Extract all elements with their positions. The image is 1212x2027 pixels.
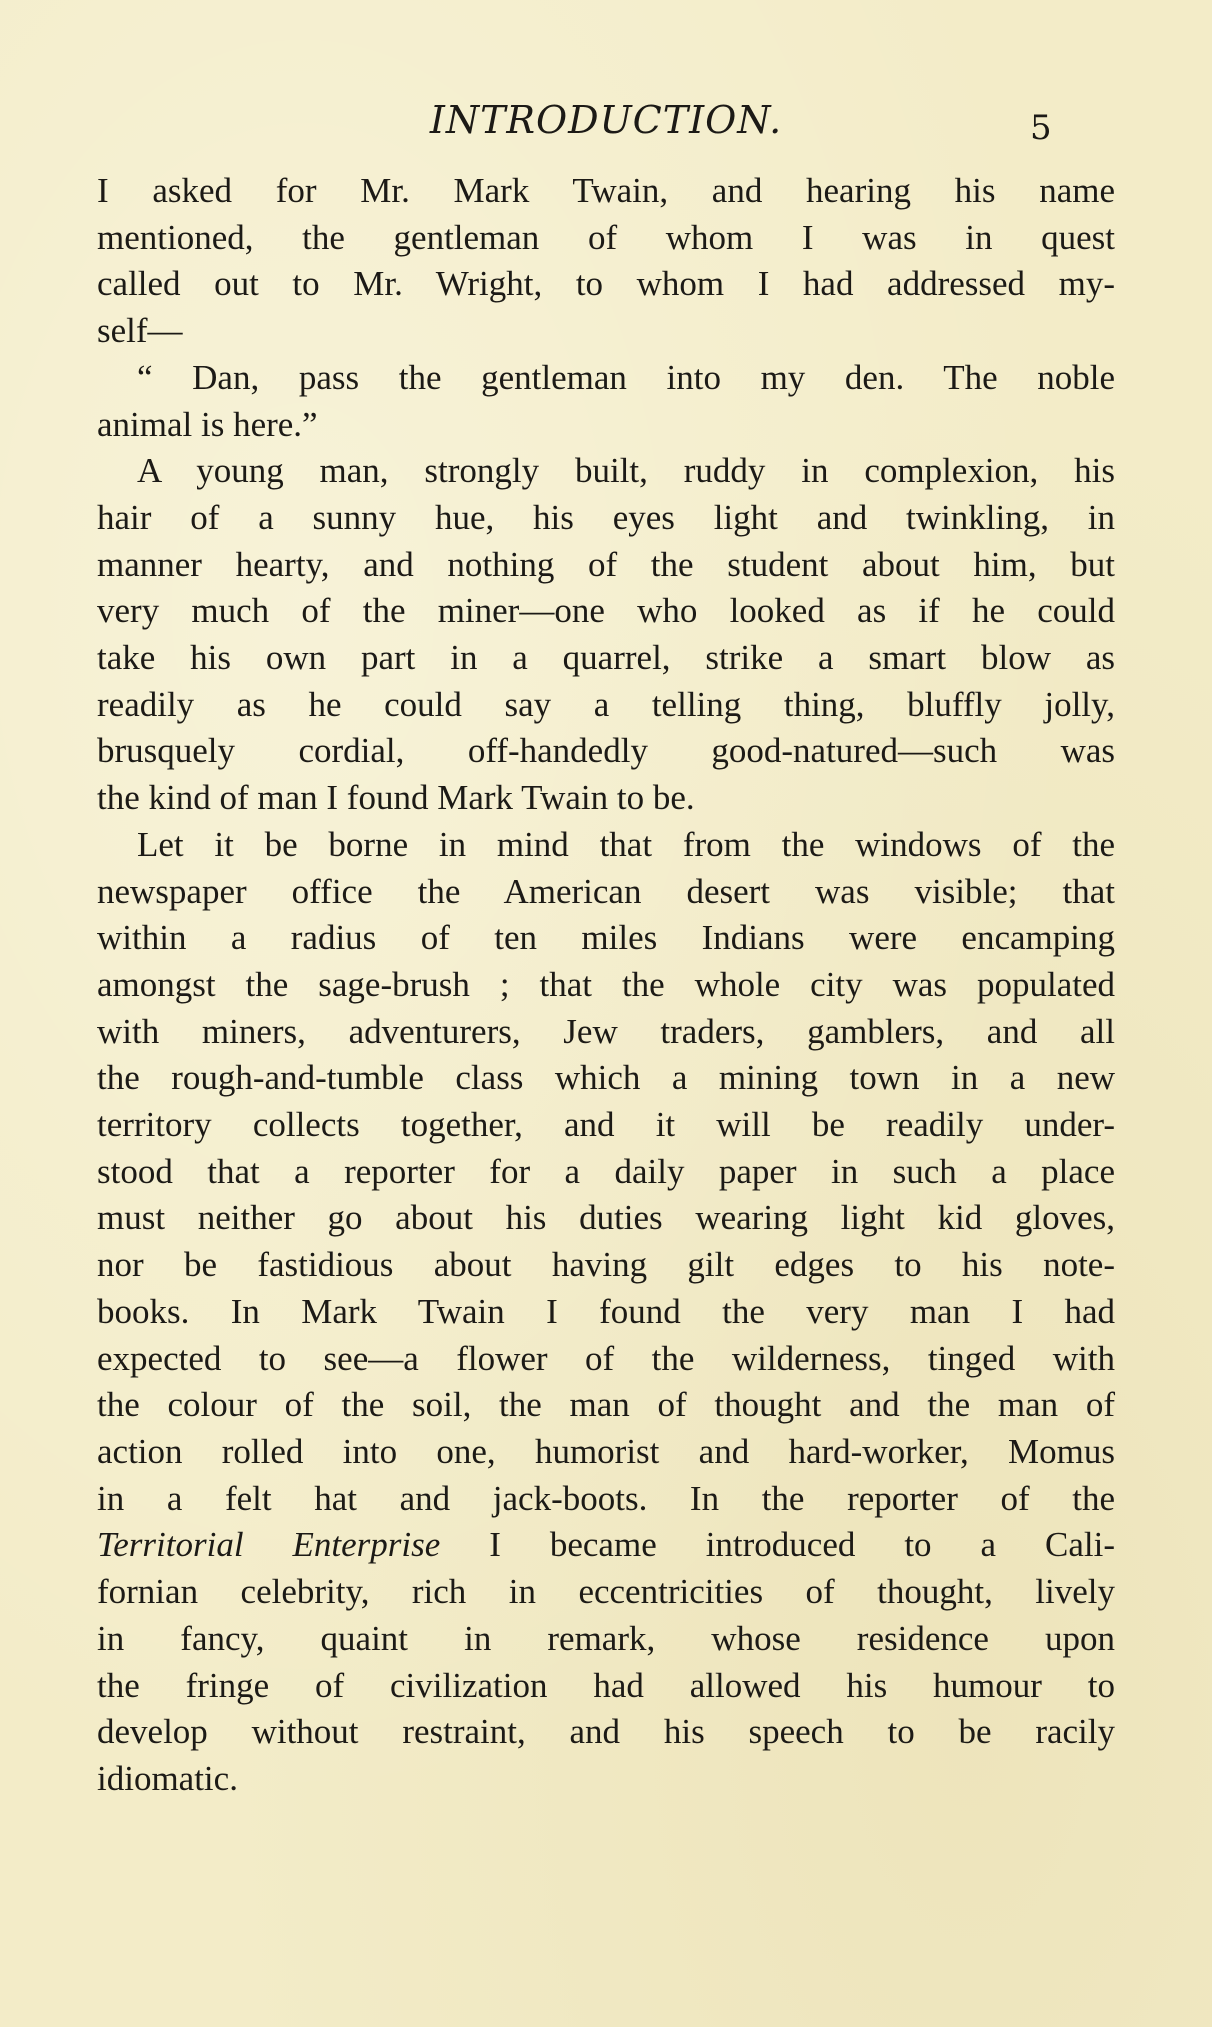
text-line: readily as he could say a telling thing, bluffly jolly,	[97, 684, 1115, 724]
text-line: within a radius of ten miles Indians were encamping	[97, 918, 1115, 958]
text-line: manner hearty, and nothing of the student about him, but	[97, 544, 1115, 584]
text-line: “ Dan, pass the gentleman into my den. The noble	[137, 357, 1115, 397]
running-head-title: INTRODUCTION.	[429, 98, 783, 142]
text-line: in fancy, quaint in remark, whose residence upon	[97, 1618, 1115, 1658]
text-line: territory collects together, and it will be readily under-	[97, 1105, 1115, 1145]
body-text	[97, 168, 1115, 1803]
italic-newspaper-title: Territorial Enterprise	[97, 1525, 441, 1565]
text-line: self—	[97, 311, 183, 351]
text-line: amongst the sage-brush ; that the whole city was populated	[97, 964, 1115, 1004]
text-line: the kind of man I found Mark Twain to be.	[97, 778, 695, 818]
text-line: idiomatic.	[97, 1758, 238, 1798]
text-line-with-italic	[97, 1522, 1115, 1569]
text-line: in a felt hat and jack-boots. In the reporter of the	[97, 1478, 1115, 1518]
paragraph-2	[97, 355, 1115, 448]
paragraph-4	[97, 822, 1115, 1803]
text-line: hair of a sunny hue, his eyes light and twinkling, in	[97, 497, 1115, 537]
text-line: must neither go about his duties wearing light kid gloves,	[97, 1198, 1115, 1238]
text-line: I asked for Mr. Mark Twain, and hearing his name	[97, 171, 1115, 210]
text-line: newspaper office the American desert was visible; that	[97, 871, 1115, 911]
text-line: the colour of the soil, the man of thought and the man of	[97, 1385, 1115, 1425]
text-line: with miners, adventurers, Jew traders, gamblers, and all	[97, 1011, 1115, 1051]
text-line: fornian celebrity, rich in eccentricities of thought, lively	[97, 1572, 1115, 1612]
paragraph-3	[97, 448, 1115, 822]
text-line: action rolled into one, humorist and hard-worker, Momus	[97, 1431, 1115, 1471]
text-line: very much of the miner—one who looked as if he could	[97, 591, 1115, 631]
text-line: develop without restraint, and his speech to be racily	[97, 1712, 1115, 1752]
text-line: stood that a reporter for a daily paper in such a place	[97, 1151, 1115, 1191]
text-line: Let it be borne in mind that from the windows of the	[137, 824, 1115, 864]
text-line: A young man, strongly built, ruddy in complexion, his	[137, 451, 1115, 491]
text-line: called out to Mr. Wright, to whom I had addressed my-	[97, 264, 1115, 304]
text-line: the fringe of civilization had allowed his humour to	[97, 1665, 1115, 1705]
text-line: mentioned, the gentleman of whom I was in quest	[97, 217, 1115, 257]
text-line: animal is here.”	[97, 404, 318, 444]
text-line: brusquely cordial, off-handedly good-natured—such was	[97, 731, 1115, 771]
text-line: nor be fastidious about having gilt edges to his note-	[97, 1245, 1115, 1285]
text-line: the rough-and-tumble class which a mining town in a new	[97, 1058, 1115, 1098]
page-number: 5	[1030, 108, 1052, 148]
paragraph-1	[97, 168, 1115, 355]
text-line: expected to see—a flower of the wilderness, tinged with	[97, 1338, 1115, 1378]
text-line: take his own part in a quarrel, strike a smart blow as	[97, 638, 1115, 678]
text-fragment: I became introduced to a Cali-	[440, 1525, 1115, 1565]
text-line: books. In Mark Twain I found the very man I had	[97, 1291, 1115, 1331]
